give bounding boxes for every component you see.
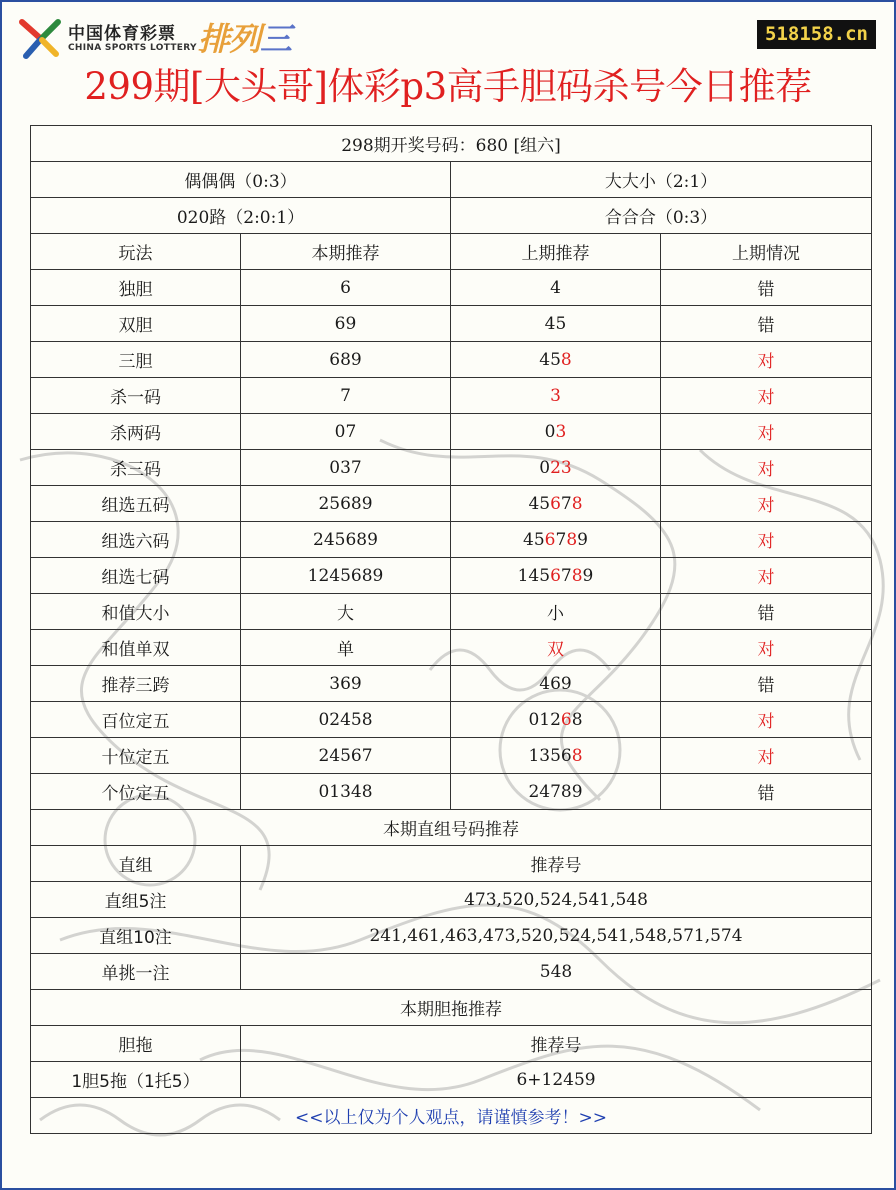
previous-result: 对 [661, 702, 872, 738]
direct-section-title-row [31, 810, 872, 846]
direct-value: 548 [241, 954, 872, 990]
play-type: 组选六码 [31, 522, 241, 558]
parity-pattern: 偶偶偶（0:3） [31, 162, 451, 198]
lottery-logo-icon [18, 16, 62, 60]
footer-note-row [31, 1098, 872, 1134]
previous-recommendation [451, 270, 661, 306]
column-header: 本期推荐 [241, 234, 451, 270]
previous-result: 对 [661, 450, 872, 486]
previous-result: 对 [661, 378, 872, 414]
digits: 4 [550, 277, 561, 298]
previous-recommendation [451, 774, 661, 810]
play-type: 三胆 [31, 342, 241, 378]
play-row [31, 630, 872, 666]
current-recommendation: 037 [241, 450, 451, 486]
logo-game-part-2: 三 [260, 20, 292, 58]
previous-recommendation [451, 522, 661, 558]
play-type: 双胆 [31, 306, 241, 342]
dantuo-section-title-row [31, 990, 872, 1026]
recommendation-table [30, 125, 872, 1134]
play-row [31, 270, 872, 306]
play-row [31, 558, 872, 594]
dantuo-header-row [31, 1026, 872, 1062]
dantuo-row [31, 1062, 872, 1098]
previous-recommendation [451, 702, 661, 738]
digits: 45 [539, 349, 561, 370]
previous-recommendation [451, 486, 661, 522]
play-row [31, 666, 872, 702]
current-recommendation: 01348 [241, 774, 451, 810]
footer-note: <<以上仅为个人观点，请谨慎参考！>> [31, 1098, 872, 1134]
current-recommendation: 6 [241, 270, 451, 306]
play-type: 独胆 [31, 270, 241, 306]
previous-result: 错 [661, 306, 872, 342]
column-header: 推荐号 [241, 1026, 872, 1062]
current-recommendation: 689 [241, 342, 451, 378]
play-row [31, 306, 872, 342]
route-pattern: 020路（2:0:1） [31, 198, 451, 234]
previous-result: 对 [661, 630, 872, 666]
previous-result: 错 [661, 774, 872, 810]
digits: 7 [560, 565, 572, 586]
column-header: 推荐号 [241, 846, 872, 882]
previous-recommendation [451, 558, 661, 594]
hit-digits: 8 [571, 565, 583, 586]
play-row [31, 486, 872, 522]
previous-recommendation [451, 342, 661, 378]
digits: 45 [544, 313, 567, 334]
size-pattern: 大大小（2:1） [451, 162, 872, 198]
previous-result: 对 [661, 414, 872, 450]
previous-recommendation [451, 450, 661, 486]
current-recommendation: 1245689 [241, 558, 451, 594]
digits: 9 [582, 565, 594, 586]
current-recommendation: 69 [241, 306, 451, 342]
site-badge: 518158.cn [757, 20, 876, 49]
column-header: 直组 [31, 846, 241, 882]
previous-result: 对 [661, 486, 872, 522]
play-row [31, 342, 872, 378]
direct-header-row [31, 846, 872, 882]
hit-digits: 6 [550, 493, 561, 514]
direct-row [31, 882, 872, 918]
hit-digits: 6 [544, 529, 556, 550]
direct-label: 单挑一注 [31, 954, 241, 990]
digits: 1356 [528, 745, 572, 766]
play-type: 和值单双 [31, 630, 241, 666]
current-recommendation: 大 [241, 594, 451, 630]
play-row [31, 738, 872, 774]
logo-game-name [198, 14, 291, 60]
previous-recommendation [451, 414, 661, 450]
digits: 145 [517, 565, 551, 586]
column-header-row [31, 234, 872, 270]
play-row [31, 522, 872, 558]
direct-row [31, 918, 872, 954]
play-row [31, 450, 872, 486]
previous-result: 错 [661, 594, 872, 630]
current-recommendation: 02458 [241, 702, 451, 738]
current-recommendation: 24567 [241, 738, 451, 774]
play-type: 杀一码 [31, 378, 241, 414]
column-header: 上期推荐 [451, 234, 661, 270]
dantuo-section-title: 本期胆拖推荐 [31, 990, 872, 1026]
draw-result-row [31, 126, 872, 162]
previous-result: 错 [661, 270, 872, 306]
previous-result: 对 [661, 522, 872, 558]
current-recommendation: 7 [241, 378, 451, 414]
digits: 45 [523, 529, 545, 550]
prime-pattern: 合合合（0:3） [451, 198, 872, 234]
current-recommendation: 25689 [241, 486, 451, 522]
digits: 45 [528, 493, 551, 514]
column-header: 玩法 [31, 234, 241, 270]
play-type: 个位定五 [31, 774, 241, 810]
hit-digits: 6 [560, 709, 572, 730]
play-rows [31, 270, 872, 810]
previous-recommendation [451, 594, 661, 630]
digits: 24789 [528, 781, 583, 802]
digits: 0 [539, 457, 551, 478]
current-recommendation: 245689 [241, 522, 451, 558]
dantuo-value: 6+12459 [241, 1062, 872, 1098]
play-row [31, 702, 872, 738]
digits: 012 [528, 709, 561, 730]
digits: 8 [571, 709, 583, 730]
play-type: 组选五码 [31, 486, 241, 522]
direct-label: 直组5注 [31, 882, 241, 918]
previous-result: 错 [661, 666, 872, 702]
digits: 小 [547, 604, 564, 624]
column-header: 胆拖 [31, 1026, 241, 1062]
direct-value: 241,461,463,473,520,524,541,548,571,574 [241, 918, 872, 954]
direct-label: 直组10注 [31, 918, 241, 954]
direct-value: 473,520,524,541,548 [241, 882, 872, 918]
play-type: 杀两码 [31, 414, 241, 450]
play-row [31, 774, 872, 810]
previous-recommendation [451, 738, 661, 774]
logo-game-part-1: 排列 [198, 20, 261, 58]
china-sports-lottery-logo [18, 16, 328, 60]
hit-digits: 3 [555, 421, 567, 442]
current-recommendation: 07 [241, 414, 451, 450]
previous-recommendation [451, 666, 661, 702]
hit-digits: 8 [560, 349, 572, 370]
play-type: 推荐三跨 [31, 666, 241, 702]
column-header: 上期情况 [661, 234, 872, 270]
direct-row [31, 954, 872, 990]
previous-result: 对 [661, 342, 872, 378]
summary-row [31, 198, 872, 234]
previous-recommendation [451, 630, 661, 666]
play-type: 十位定五 [31, 738, 241, 774]
play-type: 和值大小 [31, 594, 241, 630]
draw-result: 298期开奖号码：680 [组六] [31, 126, 872, 162]
play-row [31, 594, 872, 630]
hit-digits: 6 [550, 565, 561, 586]
previous-result: 对 [661, 738, 872, 774]
digits: 7 [555, 529, 567, 550]
hit-digits: 8 [566, 529, 578, 550]
previous-recommendation [451, 378, 661, 414]
hit-digits: 3 [550, 385, 561, 406]
previous-recommendation [451, 306, 661, 342]
digits: 7 [560, 493, 572, 514]
play-type: 杀三码 [31, 450, 241, 486]
page-header [0, 0, 896, 120]
play-row [31, 378, 872, 414]
page-title: 299期[大头哥]体彩p3高手胆码杀号今日推荐 [84, 65, 812, 108]
current-recommendation: 369 [241, 666, 451, 702]
direct-section-title: 本期直组号码推荐 [31, 810, 872, 846]
play-type: 百位定五 [31, 702, 241, 738]
hit-digits: 双 [547, 640, 564, 660]
hit-digits: 8 [571, 745, 583, 766]
hit-digits: 23 [550, 457, 572, 478]
logo-chinese-text: 中国体育彩票 [68, 24, 176, 44]
digits: 469 [539, 673, 572, 694]
logo-english-text: CHINA SPORTS LOTTERY [68, 43, 197, 53]
dantuo-label: 1胆5拖（1托5） [31, 1062, 241, 1098]
play-row [31, 414, 872, 450]
digits: 9 [577, 529, 588, 550]
previous-result: 对 [661, 558, 872, 594]
digits: 0 [544, 421, 556, 442]
summary-row [31, 162, 872, 198]
current-recommendation: 单 [241, 630, 451, 666]
hit-digits: 8 [571, 493, 583, 514]
play-type: 组选七码 [31, 558, 241, 594]
